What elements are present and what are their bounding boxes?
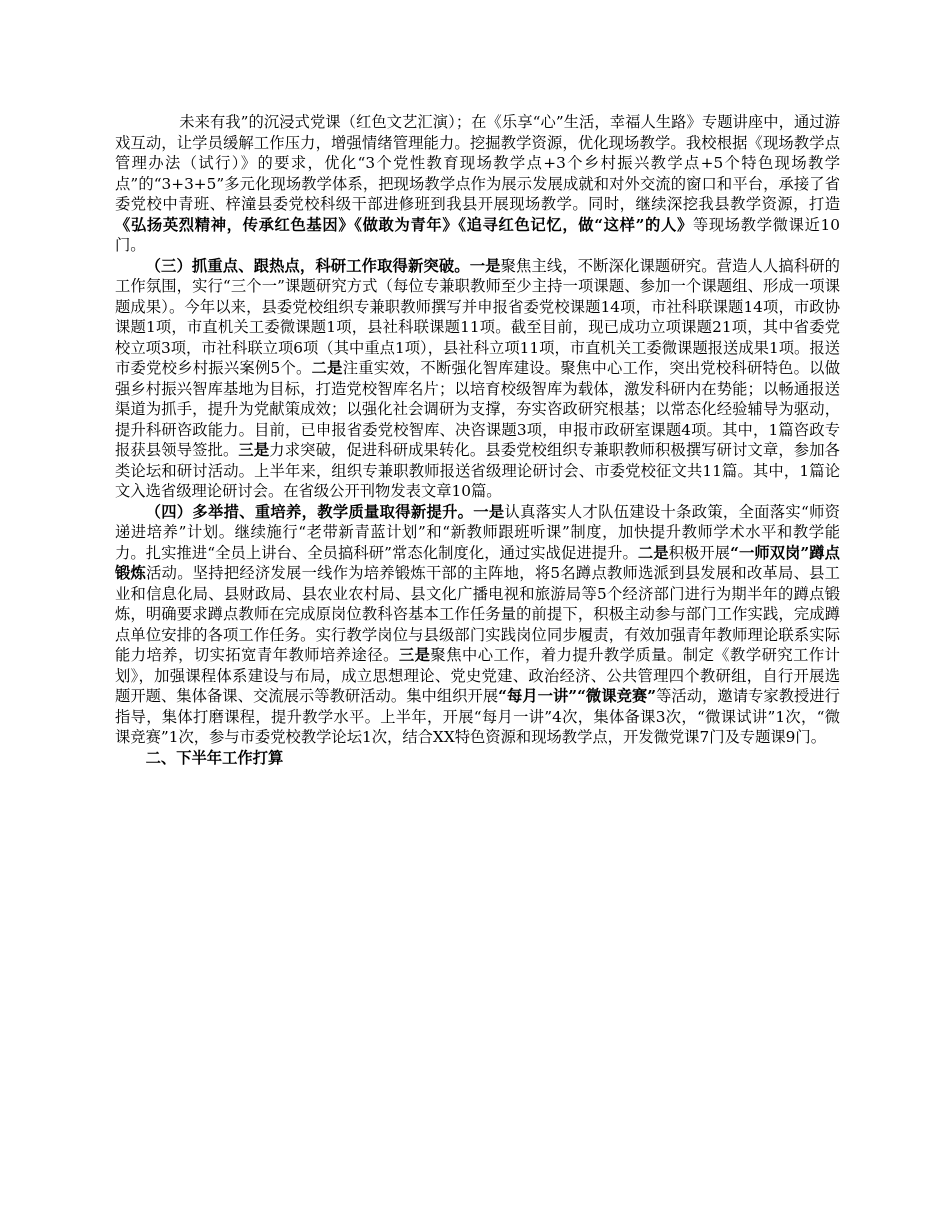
p3-run-6-bold: 三是	[398, 646, 431, 664]
p2-run-5: 力求突破，促进科研成果转化。县委党校组织专兼职教师积极撰写研讨文章，参加各类论坛和研讨活动。上半年来，组织专兼职教师报送省级理论研讨会、市委党校征文共11篇。其中，1篇论文入选省级理论研讨会。在省级公开刊物发表文章10篇。	[115, 441, 840, 500]
p2-run-2-bold: 二是	[311, 359, 343, 377]
p1-run-0: 未来有我”的沉浸式党课（红色文艺汇演）；在《乐享“心”生活，幸福人生路》专题讲座中，通过游戏互动，让学员缓解工作压力，增强情绪管理能力。挖掘教学资源，优化现场教学。我校根据《现场教学点管理办法（试行）》的要求，优化“3个党性教育现场教学点+3个乡村振兴教学点+5个特色现场教学点”的“3+3+5”多元化现场教学体系，把现场教学点作为展示发展成就和对外交流的窗口和平台，承接了省委党校中青班、梓潼县委党校科级干部进修班到我县开展现场教学。同时，继续深挖我县教学资源，打造	[115, 113, 840, 213]
section-heading: 二、下半年工作打算	[145, 748, 284, 767]
p2-run-4-bold: 三是	[238, 441, 270, 459]
p3-run-5: 活动。坚持把经济发展一线作为培养锻炼干部的主阵地，将5名蹲点教师选派到县发展和改革局、县工业和信息化局、县财政局、县农业农村局、县文化广播电视和旅游局等5个经济部门进行为期半年的蹲点锻炼，明确要求蹲点教师在完成原岗位教科咨基本工作任务量的前提下，积极主动参与部门工作实践，完成蹲点单位安排的各项工作任务。实行教学岗位与县级部门实践岗位同步履责，有效加强青年教师理论联系实际能力培养，切实拓宽青年教师培养途径。	[115, 564, 840, 664]
document-page	[115, 112, 840, 768]
p3-run-9: 等活动，邀请专家教授进行指导，集体打磨课程，提升教学水平。上半年，开展“每月一讲”4次，集体备课3次，“微课试讲”1次，“微课竞赛”1次，参与市委党校教学论坛1次，结合XX特色资源和现场教学点，开发微党课7门及专题课9门。	[115, 687, 840, 746]
p2-run-1: 聚焦主线，不断深化课题研究。营造人人搞科研的工作氛围，实行“三个一”课题研究方式（每位专兼职教师至少主持一项课题、参加一个课题组、形成一项课题成果）。今年以来，县委党校组织专兼职教师撰写并申报省委党校课题14项，市社科联课题14项，市政协课题1项，市直机关工委微课题1项，县社科联课题11项。截至目前，现已成功立项课题21项，其中省委党校立项3项，市社科联立项6项（其中重点1项），县社科立项11项，市直机关工委微课题报送成果1项。报送市委党校乡村振兴案例5个。	[115, 256, 840, 377]
p2-run-3: 注重实效，不断强化智库建设。聚焦中心工作，突出党校科研特色。以做强乡村振兴智库基地为目标，打造党校智库名片；以培育校级智库为载体，激发科研内在势能；以畅通报送渠道为抓手，提升为党献策成效；以强化社会调研为支撑，夯实咨政研究根基；以常态化经验辅导为驱动，提升科研咨政能力。目前，已申报省委党校智库、决咨课题3项，申报市政研室课题4项。其中，1篇咨政专报获县领导签批。	[115, 359, 840, 459]
p3-run-4-bold: “一师双岗”蹲点锻炼	[115, 543, 840, 582]
paragraph-3	[115, 502, 840, 748]
p2-run-0-bold: （三）抓重点、跟热点，科研工作取得新突破。一是	[145, 256, 501, 275]
p1-run-2: 等现场教学微课近10门。	[115, 215, 840, 254]
paragraph-2	[115, 256, 840, 502]
p3-run-7: 聚焦中心工作，着力提升教学质量。制定《教学研究工作计划》，加强课程体系建设与布局，成立思想理论、党史党建、政治经济、公共管理四个教研组，自行开展选题开题、集体备课、交流展示等教研活动。集中组织开展	[115, 646, 840, 705]
p3-run-0-bold: （四）多举措、重培养，教学质量取得新提升。一是	[145, 502, 505, 521]
paragraph-1	[115, 112, 840, 256]
p1-run-1-bold: 《弘扬英烈精神，传承红色基因》《做敢为青年》《追寻红色记忆，做“这样”的人》	[115, 215, 693, 234]
p3-run-1: 认真落实人才队伍建设十条政策，全面落实“师资递进培养”计划。继续施行“老带新青蓝计划”和“新教师跟班听课”制度，加快提升教师学术水平和教学能力。扎实推进“全员上讲台、全员搞科研”常态化制度化，通过实战促进提升。	[115, 502, 840, 562]
p3-run-3: 积极开展	[668, 543, 731, 562]
p3-run-2-bold: 二是	[637, 543, 669, 562]
p3-run-8-bold: “每月一讲”“微课竞赛”	[498, 687, 657, 705]
